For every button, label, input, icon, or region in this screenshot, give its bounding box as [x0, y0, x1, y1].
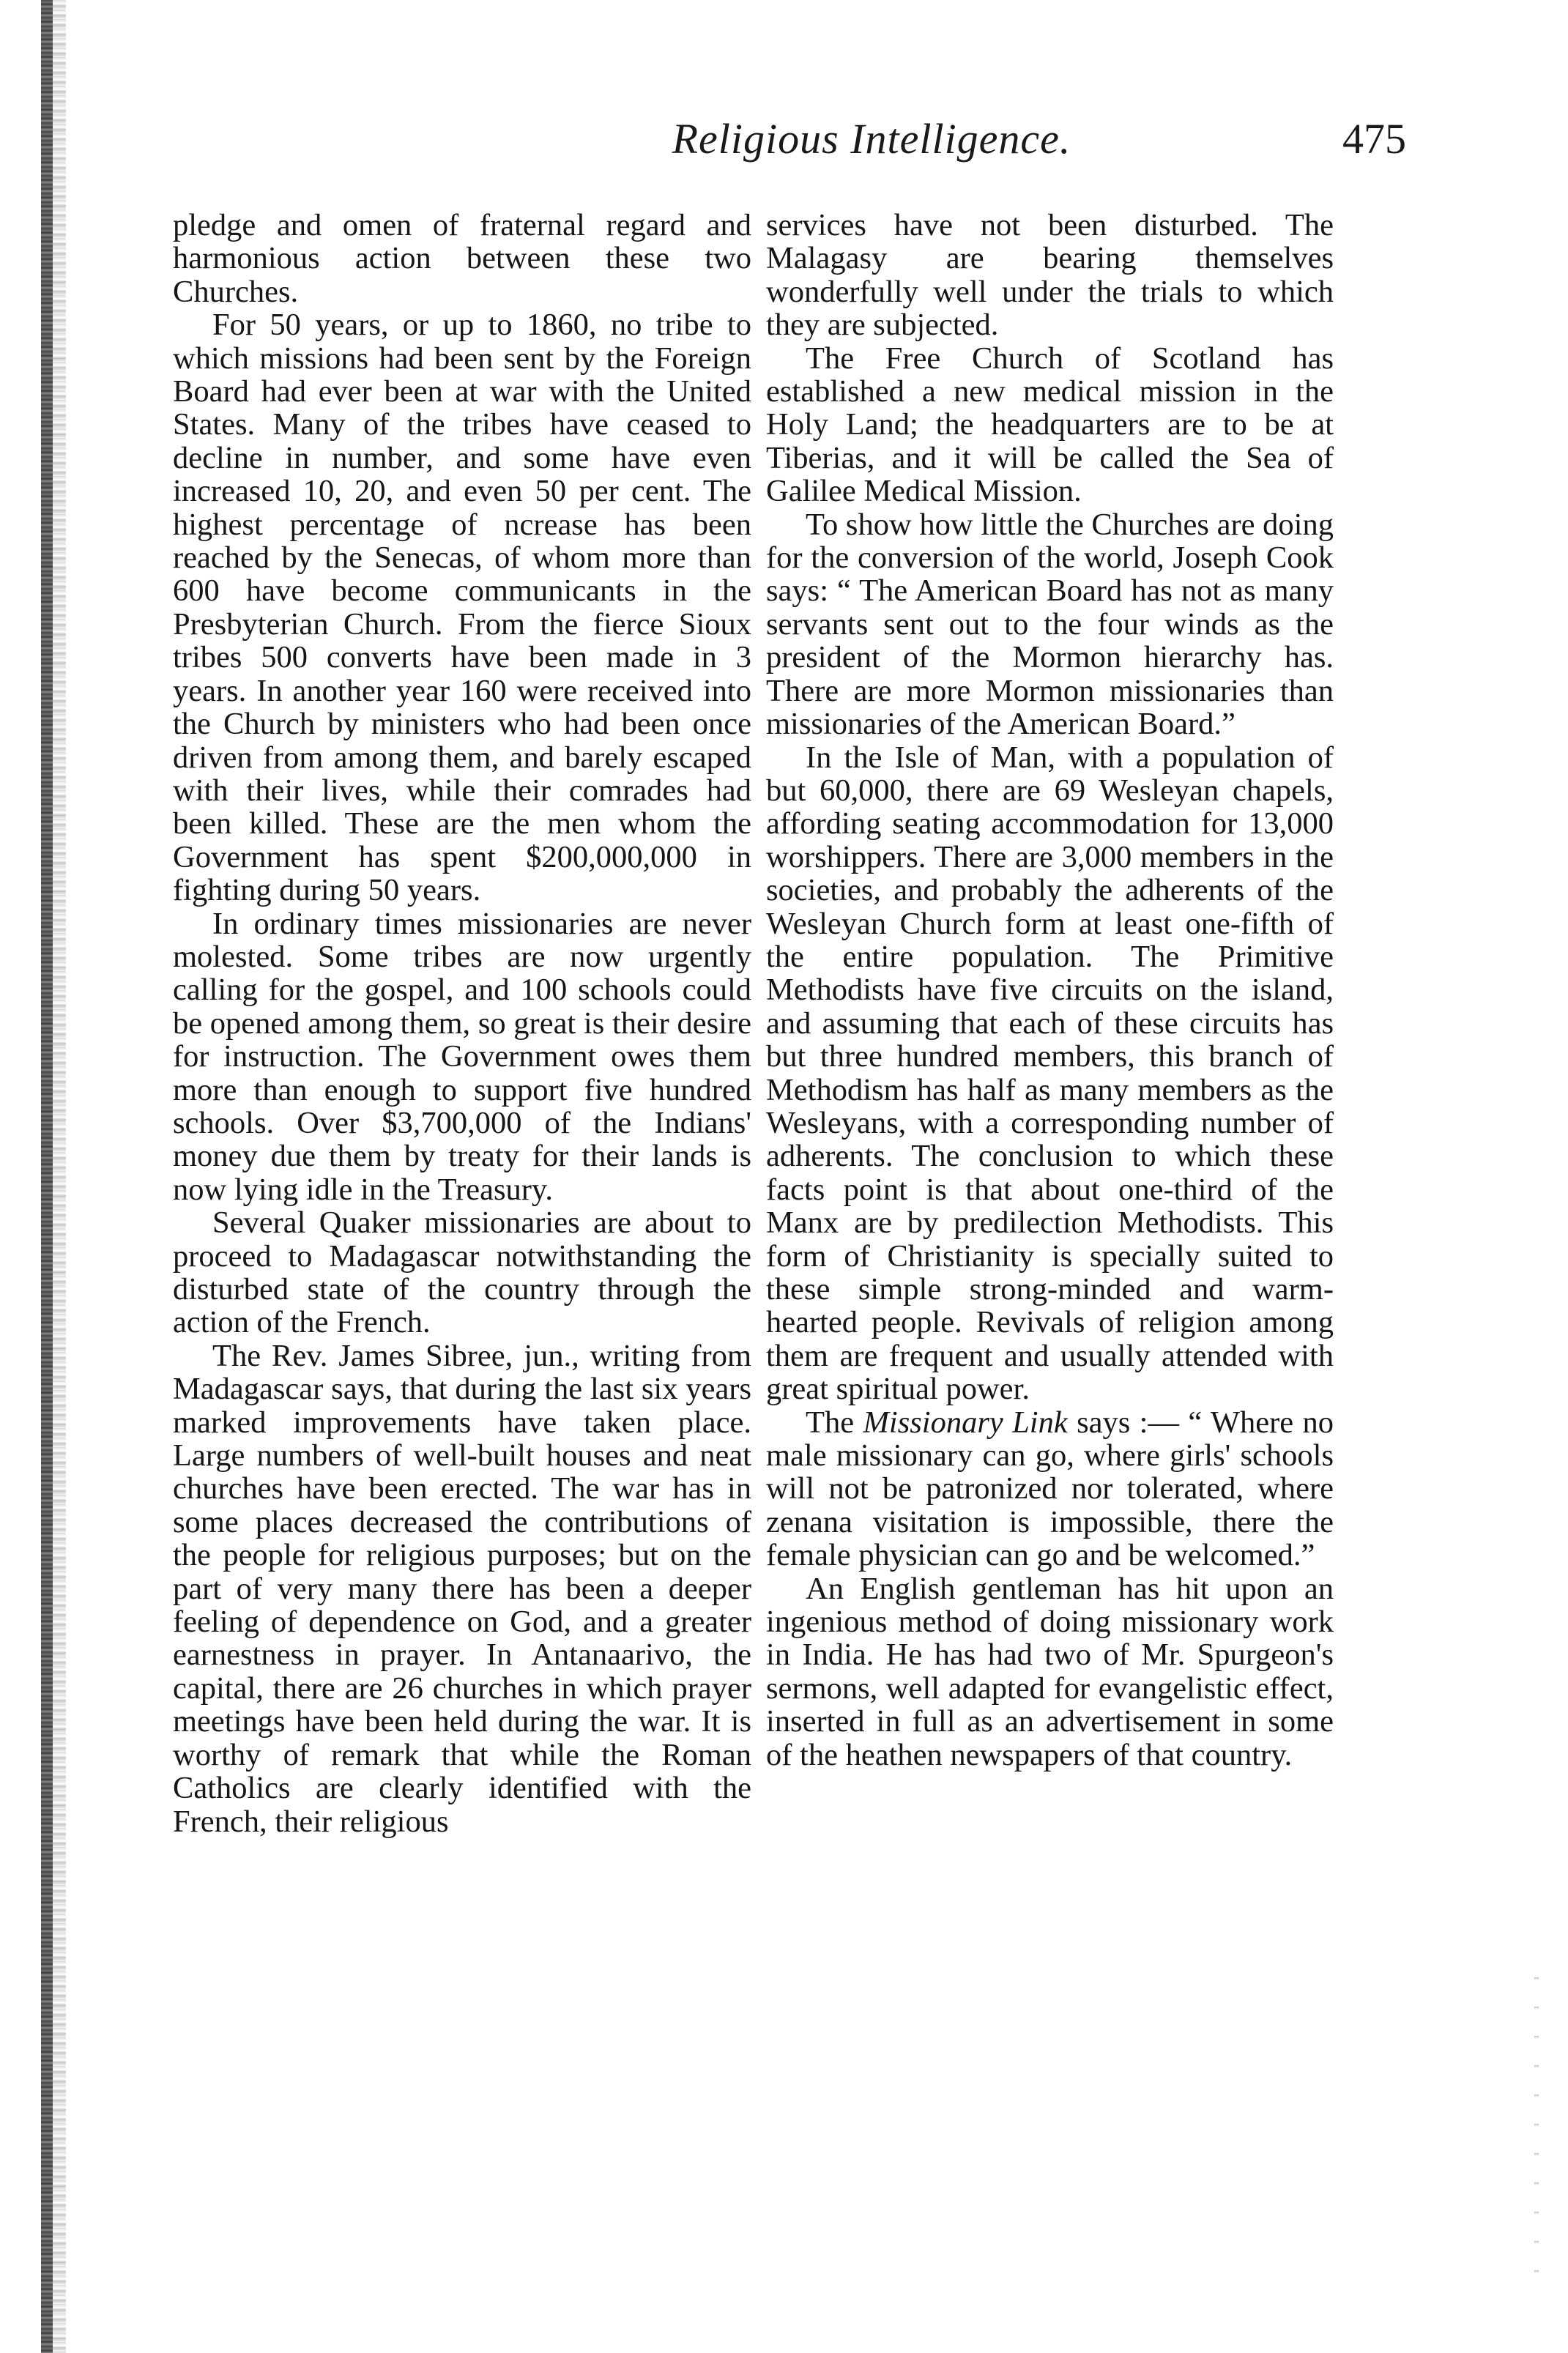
quote-text: says :— “ Where no male missionary can go, where girls' schools will not be patronized nor tolerated, where zenana visitation is impossible, there the female physician can go and be welcomed.” — [766, 1405, 1334, 1573]
article-body — [173, 209, 1411, 2281]
page-number: 475 — [1342, 115, 1406, 163]
paragraph: Several Quaker missionaries are about to proceed to Madagascar notwithstanding the disturbed state of the country through the action of the French. — [173, 1205, 751, 1340]
paragraph: pledge and omen of fraternal regard and harmonious action between these two Churches. — [173, 208, 751, 309]
quote-source: Missionary Link — [863, 1405, 1068, 1440]
paragraph: An English gentleman has hit upon an ingenious method of doing missionary work in India. He has had two of Mr. Spurgeon's sermons, well adapted for evangelistic effect, inserted in full as an advertisement in some of the heathen newspapers of that country. — [766, 1571, 1334, 1772]
paragraph: For 50 years, or up to 1860, no tribe to which missions had been sent by the Foreign Board had ever been at war with the United States. Many of the tribes have ceased to decline in number, and some have even increased 10, 20, and even 50 per cent. The highest percentage of ncrease has been reached by the Senecas, of whom more than 600 have become communicants in the Presbyterian Church. From the fierce Sioux tribes 500 converts have been made in 3 years. In another year 160 were received into the Church by ministers who had been once driven from among them, and barely escaped with their lives, while their comrades had been killed. These are the men whom the Government has spent $200,000,000 in fighting during 50 years. — [173, 308, 751, 908]
left-column — [173, 209, 751, 1838]
paragraph: The Free Church of Scotland has established a new medical mission in the Holy Land; the headquarters are to be at Tiberias, and it will be called the Sea of Galilee Medical Mission. — [766, 341, 1334, 509]
right-column — [766, 209, 1334, 1772]
page-binding-edge — [41, 0, 53, 2353]
paragraph: services have not been disturbed. The Malagasy are bearing themselves wonderfully well under the trials to which they are subjected. — [766, 208, 1334, 343]
paragraph: In the Isle of Man, with a population of but 60,000, there are 69 Wesleyan chapels, affording seating accommodation for 13,000 worshippers. There are 3,000 members in the societies, and probably the adherents of the Wesleyan Church form at least one-fifth of the entire population. The Primitive Methodists have five circuits on the island, and assuming that each of these circuits has but three hundred members, this branch of Methodism has half as many members as the Wesleyans, with a corresponding number of adherents. The conclusion to which these facts point is that about one-third of the Manx are by predilection Methodists. This form of Christianity is specially suited to these simple strong-minded and warm-hearted people. Revivals of religion among them are frequent and usually attended with great spiritual power. — [766, 740, 1334, 1407]
paragraph: The Rev. James Sibree, jun., writing from Madagascar says, that during the last six years marked improvements have taken place. Large numbers of well-built houses and neat churches have been erected. The war has in some places decreased the contributions of the people for religious purposes; but on the part of very many there has been a deeper feeling of dependence on God, and a greater earnestness in prayer. In Antanaarivo, the capital, there are 26 churches in which prayer meetings have been held during the war. It is worthy of remark that while the Roman Catholics are clearly identified with the French, their religious — [173, 1338, 751, 1839]
quote-paragraph — [766, 1406, 1334, 1572]
quote-intro: The — [806, 1405, 863, 1440]
page-edge-specks — [1534, 1977, 1539, 2285]
running-title: Religious Intelligence. — [672, 115, 1071, 163]
paragraph: To show how little the Churches are doing for the conversion of the world, Joseph Cook says: “ The American Board has not as many servants sent out to the four winds as the president of the Mormon hierarchy has. There are more Mormon missionaries than missionaries of the American Board.” — [766, 507, 1334, 742]
page-header — [168, 108, 1406, 174]
paragraph: In ordinary times missionaries are never molested. Some tribes are now urgently calling for the gospel, and 100 schools could be opened among them, so great is their desire for instruction. The Government owes them more than enough to support five hundred schools. Over $3,700,000 of the Indians' money due them by treaty for their lands is now lying idle in the Treasury. — [173, 906, 751, 1207]
page-binding-shadow — [53, 0, 66, 2353]
